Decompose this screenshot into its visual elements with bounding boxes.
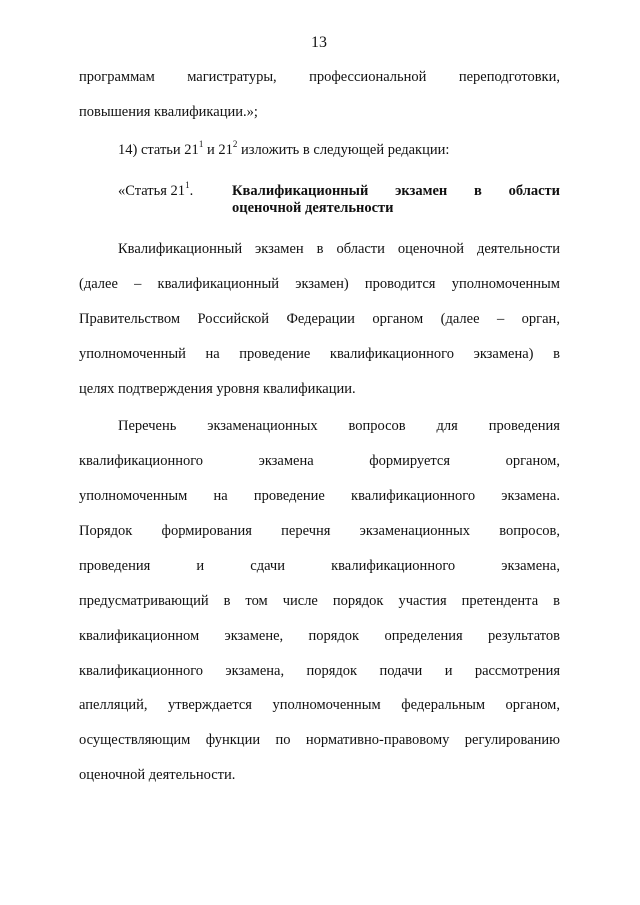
item-14 (118, 139, 450, 159)
word: Перечень (118, 418, 177, 434)
word: федеральным (401, 697, 486, 713)
word: утверждается (168, 697, 252, 713)
word: экзамене, (224, 628, 284, 644)
word: по (275, 732, 291, 748)
text-line (79, 628, 560, 645)
word: экзаменационных (207, 418, 318, 434)
word: (далее (440, 311, 480, 327)
text-line (79, 697, 560, 714)
word: оценочной (397, 241, 465, 257)
word: проведения (79, 558, 151, 574)
word: квалификационного (79, 663, 204, 679)
word: профессиональной (309, 69, 427, 85)
word: для (436, 418, 458, 434)
word: уполномоченным (451, 276, 560, 292)
article-heading-prefix (118, 180, 194, 200)
word: формирования (161, 523, 252, 539)
text-line: целях подтверждения уровня квалификации. (79, 381, 356, 397)
word: Порядок (79, 523, 133, 539)
word: квалификационного (79, 453, 204, 469)
word: экзамена. (501, 488, 560, 504)
word: претендента (461, 593, 539, 609)
word: порядок (306, 663, 358, 679)
word: регулированию (464, 732, 560, 748)
word: уполномоченным (79, 488, 188, 504)
article-heading-title (232, 183, 560, 200)
text-line (118, 418, 560, 435)
word: области (508, 183, 560, 199)
word: уполномоченный (79, 346, 186, 362)
word: подачи (379, 663, 423, 679)
word: определения (384, 628, 463, 644)
word: квалификационного (351, 488, 476, 504)
word: формируется (369, 453, 451, 469)
word: экзамена, (501, 558, 560, 574)
word: органом, (505, 453, 560, 469)
item-text: и 21 (203, 142, 233, 158)
word: – (134, 276, 142, 292)
heading-dot: . (189, 183, 194, 199)
word: проведения (488, 418, 560, 434)
word: вопросов (348, 418, 406, 434)
word: порядок (332, 593, 384, 609)
word: экзамен) (295, 276, 349, 292)
word: экзамена, (225, 663, 285, 679)
word: и (444, 663, 453, 679)
word: экзамен (395, 183, 448, 199)
word: числе (282, 593, 318, 609)
word: квалификационного (331, 558, 456, 574)
text-line (79, 523, 560, 540)
word: магистратуры, (187, 69, 277, 85)
word: экзамена (258, 453, 314, 469)
word: результатов (487, 628, 560, 644)
superscript: 1 (185, 180, 190, 190)
word: области (336, 241, 385, 257)
word: Российской (197, 311, 269, 327)
text-line (79, 311, 560, 328)
word: в (553, 346, 560, 362)
item-text: изложить в следующей редакции: (237, 142, 450, 158)
word: Квалификационный (232, 183, 369, 199)
word: деятельности (476, 241, 560, 257)
word: уполномоченным (272, 697, 381, 713)
word: проведение (253, 488, 325, 504)
word: (далее (79, 276, 118, 292)
word: переподготовки, (458, 69, 560, 85)
text-line (79, 732, 560, 749)
word: в (316, 241, 324, 257)
word: – (496, 311, 505, 327)
text-line (79, 558, 560, 575)
word: порядок (308, 628, 360, 644)
word: экзамена) (473, 346, 534, 362)
word: проводится (364, 276, 436, 292)
text-line (79, 346, 560, 363)
text-line (79, 488, 560, 505)
word: апелляций, (79, 697, 148, 713)
text-line: оценочной деятельности. (79, 767, 236, 783)
word: Правительством (79, 311, 181, 327)
word: сдачи (250, 558, 285, 574)
text-line (79, 593, 560, 610)
word: Квалификационный (118, 241, 243, 257)
word: функции (205, 732, 261, 748)
word: в (223, 593, 231, 609)
text-line (118, 241, 560, 258)
word: экзамен (255, 241, 304, 257)
word: нормативно-правовому (305, 732, 450, 748)
word: на (213, 488, 228, 504)
word: Федерации (286, 311, 355, 327)
word: рассмотрения (474, 663, 560, 679)
word: программам (79, 69, 155, 85)
text-line (79, 453, 560, 470)
word: на (205, 346, 220, 362)
word: предусматривающий (79, 593, 209, 609)
word: в (553, 593, 560, 609)
superscript: 2 (232, 139, 238, 149)
word: органом (372, 311, 424, 327)
word: том (245, 593, 268, 609)
word: в (473, 183, 482, 199)
article-heading-title-line2: оценочной деятельности (232, 200, 394, 216)
word: органом, (505, 697, 560, 713)
word: проведение (239, 346, 311, 362)
word: участия (398, 593, 447, 609)
word: квалификационном (79, 628, 200, 644)
superscript: 1 (198, 139, 204, 149)
word: и (196, 558, 205, 574)
word: вопросов, (499, 523, 560, 539)
word: квалификационный (157, 276, 280, 292)
word: квалификационного (329, 346, 454, 362)
heading-prefix-text: «Статья 21 (118, 183, 186, 199)
item-text: 14) статьи 21 (118, 142, 199, 158)
word: перечня (281, 523, 331, 539)
text-line: повышения квалификации.»; (79, 104, 258, 120)
word: орган, (521, 311, 560, 327)
text-line (79, 276, 560, 293)
page-number: 13 (311, 34, 327, 51)
text-line (79, 663, 560, 680)
text-line (79, 69, 560, 86)
word: экзаменационных (359, 523, 470, 539)
word: осуществляющим (79, 732, 191, 748)
